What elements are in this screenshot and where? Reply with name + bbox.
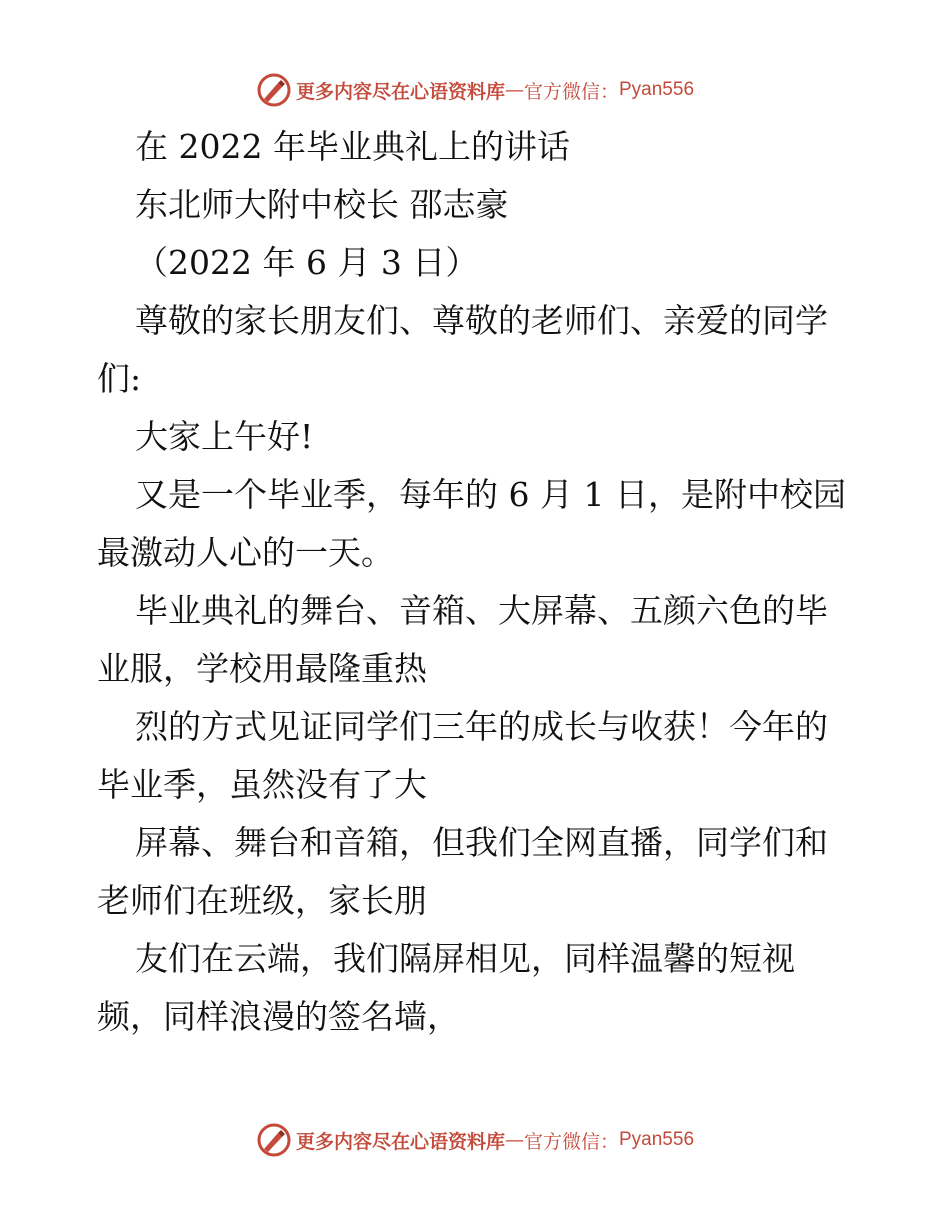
banner-wechat-id: Pyan556 [619,1129,695,1150]
banner-wechat-label: 官方微信： [523,1130,619,1153]
text-line: 屏幕、舞台和音箱，但我们全网直播，同学们和 [135,823,828,862]
footer-banner [0,1120,950,1160]
text-line: 们: [97,359,142,398]
document-author: 东北师大附中校长 邵志豪 [135,185,509,224]
text-line: 毕业季，虽然没有了大 [97,765,427,804]
banner-main-text: 更多内容尽在心语资料库 [295,1130,505,1153]
speech-text [97,292,857,1046]
banner-main-text: 更多内容尽在心语资料库 [295,80,505,103]
banner-wechat-id: Pyan556 [619,79,695,100]
document-body [97,118,857,1046]
text-line: 大家上午好! [135,417,314,456]
pen-circle-logo-icon [256,72,292,108]
text-line: 毕业典礼的舞台、音箱、大屏幕、五颜六色的毕 [135,591,828,630]
pen-circle-logo-icon [256,1122,292,1158]
text-line: 又是一个毕业季，每年的 6 月 1 日，是附中校园 [135,475,846,514]
text-line: 友们在云端，我们隔屏相见，同样温馨的短视 [135,939,795,978]
text-line: 老师们在班级，家长朋 [97,881,427,920]
document-title: 在 2022 年毕业典礼上的讲话 [135,127,570,166]
text-line: 频，同样浪漫的签名墙， [97,997,460,1036]
text-line: 最激动人心的一天。 [97,533,394,572]
text-line: 业服，学校用最隆重热 [97,649,427,688]
text-line: 烈的方式见证同学们三年的成长与收获！今年的 [135,707,828,746]
text-line: 尊敬的家长朋友们、尊敬的老师们、亲爱的同学 [135,301,828,340]
header-banner [0,70,950,110]
banner-separator: — [504,1129,524,1151]
banner-separator: — [504,79,524,101]
document-date: （2022 年 6 月 3 日） [135,243,479,282]
banner-wechat-label: 官方微信： [523,80,619,103]
